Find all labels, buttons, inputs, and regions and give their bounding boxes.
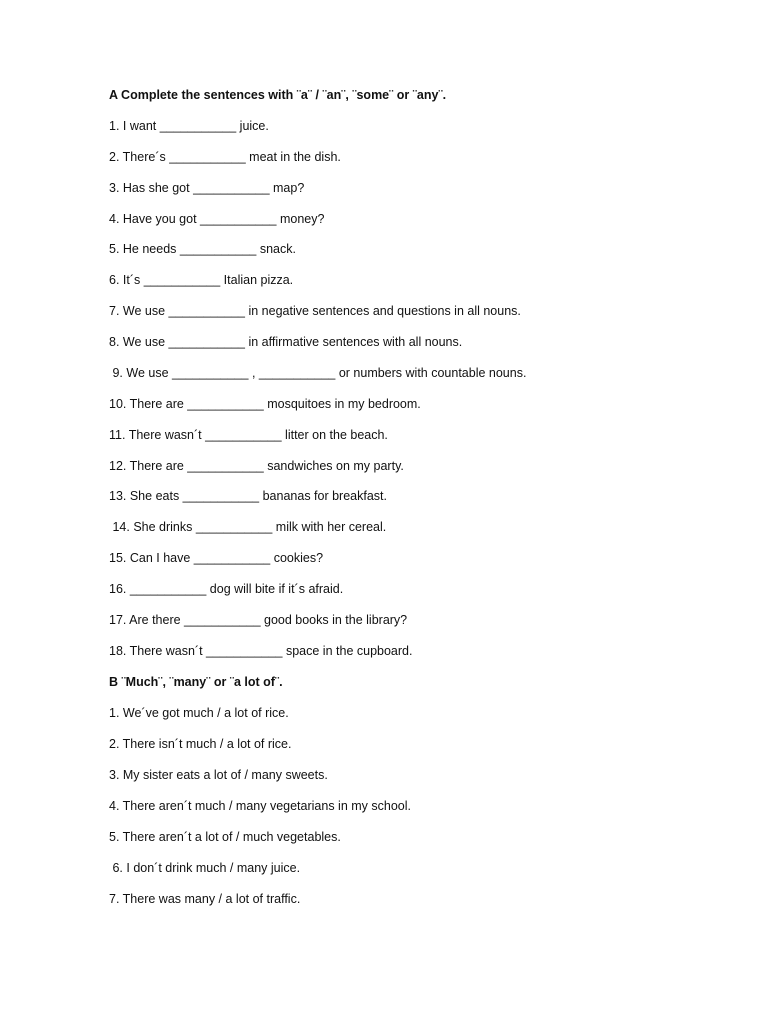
section-a-item-10: 10. There are ___________ mosquitoes in my bedroom. xyxy=(109,397,421,411)
section-b-item-4: 4. There aren´t much / many vegetarians in my school. xyxy=(109,799,411,813)
section-a-item-2: 2. There´s ___________ meat in the dish. xyxy=(109,150,341,164)
section-b-item-1: 1. We´ve got much / a lot of rice. xyxy=(109,706,289,720)
section-a-item-5: 5. He needs ___________ snack. xyxy=(109,242,296,256)
section-a-heading: A Complete the sentences with ¨a¨ / ¨an¨, ¨some¨ or ¨any¨. xyxy=(109,88,447,102)
section-a-item-13: 13. She eats ___________ bananas for breakfast. xyxy=(109,489,387,503)
section-a-item-16: 16. ___________ dog will bite if it´s afraid. xyxy=(109,582,344,596)
section-a-item-11: 11. There wasn´t ___________ litter on the beach. xyxy=(109,428,388,442)
section-b-item-3: 3. My sister eats a lot of / many sweets. xyxy=(109,768,328,782)
section-a-item-9: 9. We use ___________ , ___________ or numbers with countable nouns. xyxy=(109,366,527,380)
section-a-item-7: 7. We use ___________ in negative sentences and questions in all nouns. xyxy=(109,304,521,318)
section-b-item-7: 7. There was many / a lot of traffic. xyxy=(109,892,301,906)
section-a-item-17: 17. Are there ___________ good books in the library? xyxy=(109,613,408,627)
section-a-item-4: 4. Have you got ___________ money? xyxy=(109,212,325,226)
section-a-item-6: 6. It´s ___________ Italian pizza. xyxy=(109,273,294,287)
section-a-item-8: 8. We use ___________ in affirmative sentences with all nouns. xyxy=(109,335,463,349)
section-b-heading: B ¨Much¨, ¨many¨ or ¨a lot of¨. xyxy=(109,675,283,689)
section-a-item-14: 14. She drinks ___________ milk with her cereal. xyxy=(109,520,387,534)
section-b-item-6: 6. I don´t drink much / many juice. xyxy=(109,861,301,875)
section-a-item-18: 18. There wasn´t ___________ space in the cupboard. xyxy=(109,644,413,658)
section-b-item-2: 2. There isn´t much / a lot of rice. xyxy=(109,737,292,751)
section-a-item-1: 1. I want ___________ juice. xyxy=(109,119,269,133)
section-a-item-12: 12. There are ___________ sandwiches on my party. xyxy=(109,459,404,473)
section-a-item-15: 15. Can I have ___________ cookies? xyxy=(109,551,324,565)
section-a-item-3: 3. Has she got ___________ map? xyxy=(109,181,305,195)
section-b-item-5: 5. There aren´t a lot of / much vegetables. xyxy=(109,830,341,844)
